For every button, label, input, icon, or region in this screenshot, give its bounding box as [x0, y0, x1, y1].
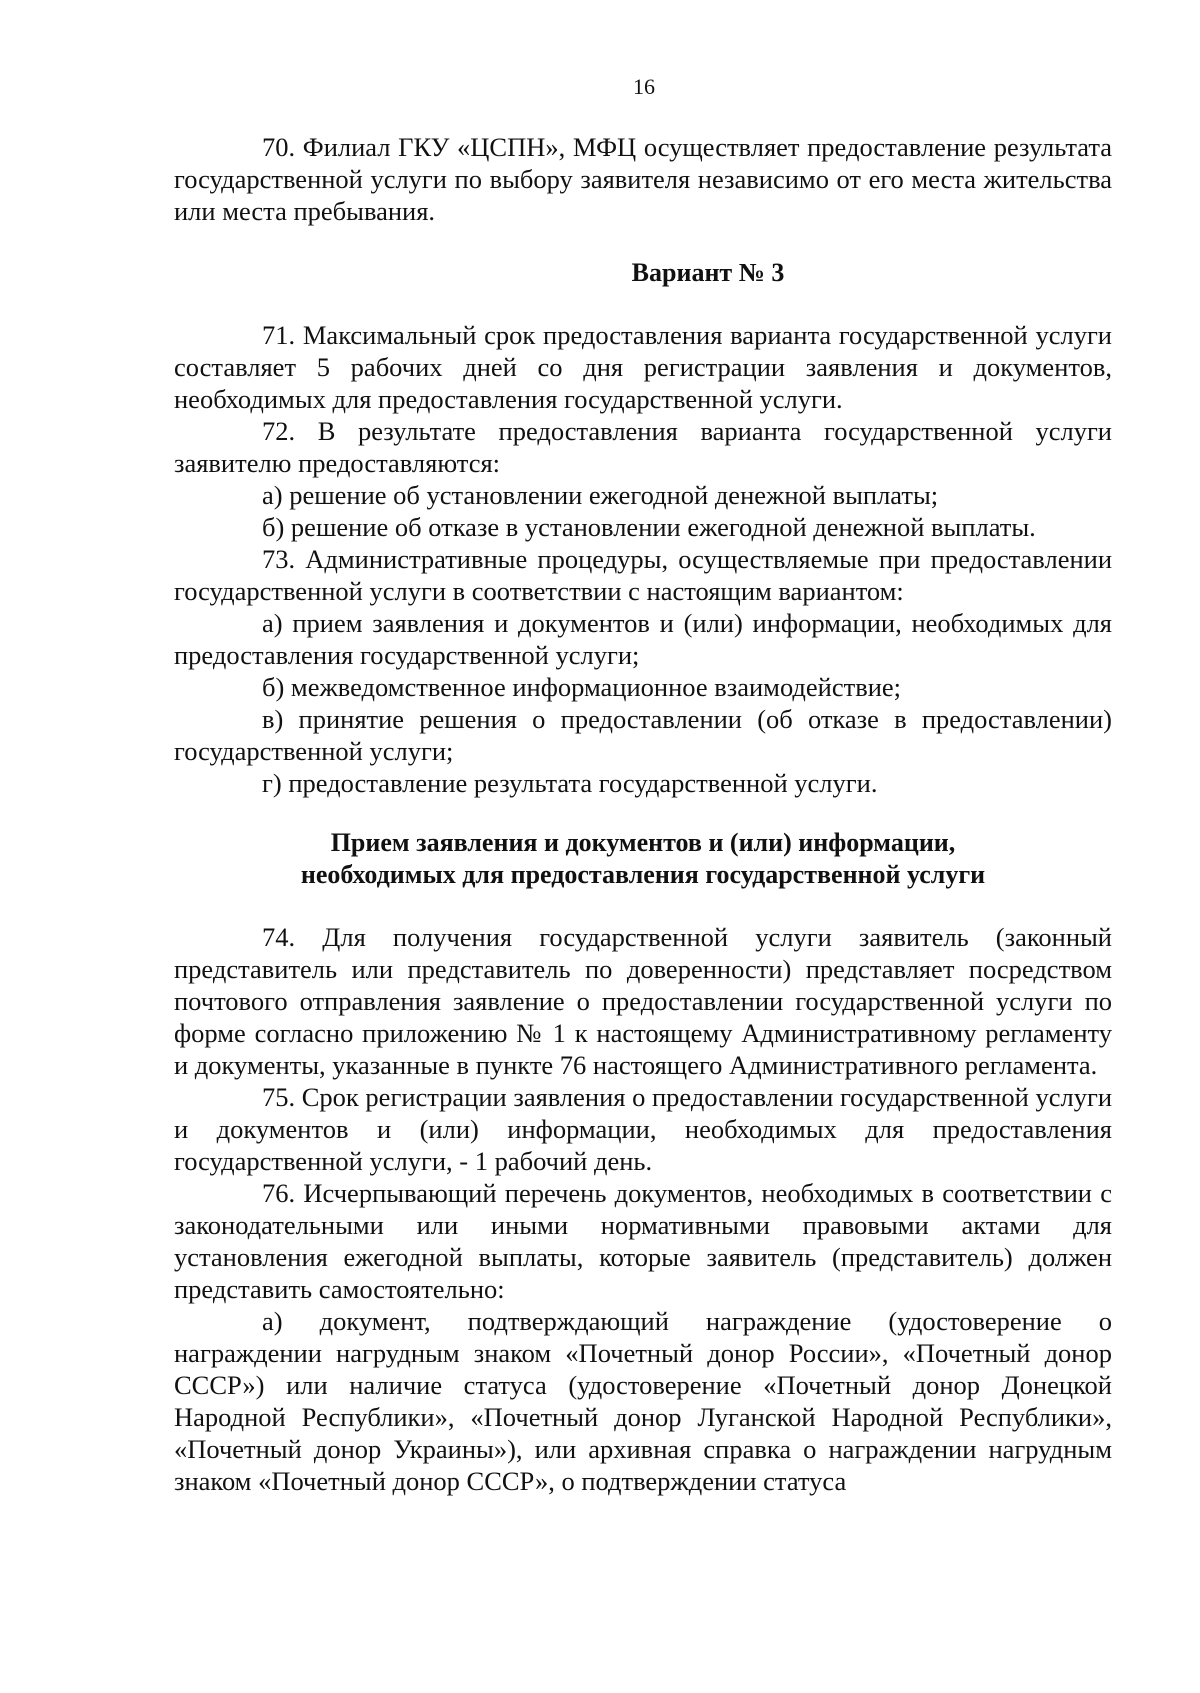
paragraph-73: 73. Административные процедуры, осуществляемые при предоставлении государственной услуги в соответствии с настоящим вариантом:	[174, 544, 1112, 606]
paragraph-73-b: б) межведомственное информационное взаимодействие;	[262, 672, 902, 702]
paragraph-72-b: б) решение об отказе в установлении ежегодной денежной выплаты.	[262, 512, 1036, 542]
paragraph-74: 74. Для получения государственной услуги заявитель (законный представитель или представитель по доверенности) представляет посредством почтового отправления заявление о предоставлении государственной услуги по форме согласно приложению № 1 к настоящему Административному регламенту и документы, указанные в пункте 76 настоящего Административного регламента.	[174, 922, 1112, 1080]
page-number: 16	[633, 74, 655, 99]
paragraph-70: 70. Филиал ГКУ «ЦСПН», МФЦ осуществляет предоставление результата государственной услуги по выбору заявителя независимо от его места жительства или места пребывания.	[174, 132, 1112, 226]
paragraph-72: 72. В результате предоставления варианта государственной услуги заявителю предоставляются:	[174, 416, 1112, 478]
section-heading	[174, 827, 1112, 891]
heading-variant-3: Вариант № 3	[631, 258, 785, 287]
paragraph-72-a: а) решение об установлении ежегодной денежной выплаты;	[262, 480, 939, 510]
paragraph-73-d: г) предоставление результата государственной услуги.	[262, 768, 878, 798]
paragraph-73-c: в) принятие решения о предоставлении (об отказе в предоставлении) государственной услуги;	[174, 704, 1112, 766]
paragraph-76: 76. Исчерпывающий перечень документов, необходимых в соответствии с законодательными или иными нормативными правовыми актами для установления ежегодной выплаты, которые заявитель (представитель) должен представить самостоятельно:	[174, 1178, 1112, 1304]
section-heading-line-2: необходимых для предоставления государственной услуги	[300, 860, 986, 889]
paragraph-73-a: а) прием заявления и документов и (или) информации, необходимых для предоставления государственной услуги;	[174, 608, 1112, 670]
paragraph-75: 75. Срок регистрации заявления о предоставлении государственной услуги и документов и (или) информации, необходимых для предоставления государственной услуги, - 1 рабочий день.	[174, 1082, 1112, 1176]
paragraph-71: 71. Максимальный срок предоставления варианта государственной услуги составляет 5 рабочих дней со дня регистрации заявления и документов, необходимых для предоставления государственной услуги.	[174, 320, 1112, 414]
paragraph-76-a: а) документ, подтверждающий награждение (удостоверение о награждении нагрудным знаком «Почетный донор России», «Почетный донор СССР») или наличие статуса (удостоверение «Почетный донор Донецкой Народной Республики», «Почетный донор Луганской Народной Республики», «Почетный донор Украины»), или архивная справка о награждении нагрудным знаком «Почетный донор СССР», о подтверждении статуса	[174, 1306, 1112, 1496]
section-heading-line-1: Прием заявления и документов и (или) информации,	[330, 828, 956, 857]
document-body	[174, 131, 1112, 1497]
